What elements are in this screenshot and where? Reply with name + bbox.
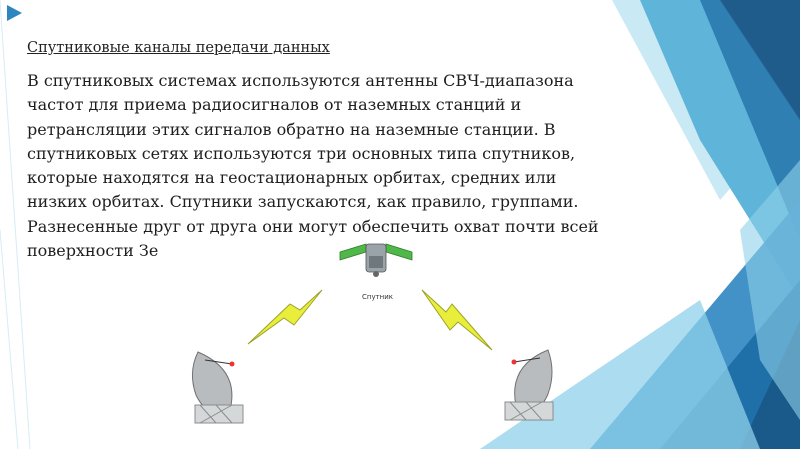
dish-antenna-icon [505, 350, 553, 420]
body-line: которые находятся на геостационарных орбитах, средних или [27, 168, 557, 188]
body-line: В спутниковых системах используются антенны СВЧ-диапазона [27, 71, 574, 90]
body-line: частот для приема радиосигналов от наземных станций и [27, 95, 522, 115]
body-line: низких орбитах. Спутники запускаются, как правило, группами. [27, 192, 579, 212]
body-line: Разнесенные друг от друга они могут обеспечить охват почти всей [27, 216, 599, 236]
satellite-icon [340, 244, 412, 277]
body-line: спутниковых сетях используются три основных типа спутников, [27, 143, 576, 163]
lightning-icon [248, 290, 322, 344]
body-line: ретрансляции этих сигналов обратно на наземные станции. В [27, 119, 556, 139]
lightning-icon [422, 290, 492, 350]
satellite-label: Спутник [362, 293, 394, 301]
dish-antenna-icon [192, 352, 243, 423]
body-line: поверхности Зе [27, 241, 159, 261]
slide-title: Спутниковые каналы передачи данных [27, 40, 330, 56]
